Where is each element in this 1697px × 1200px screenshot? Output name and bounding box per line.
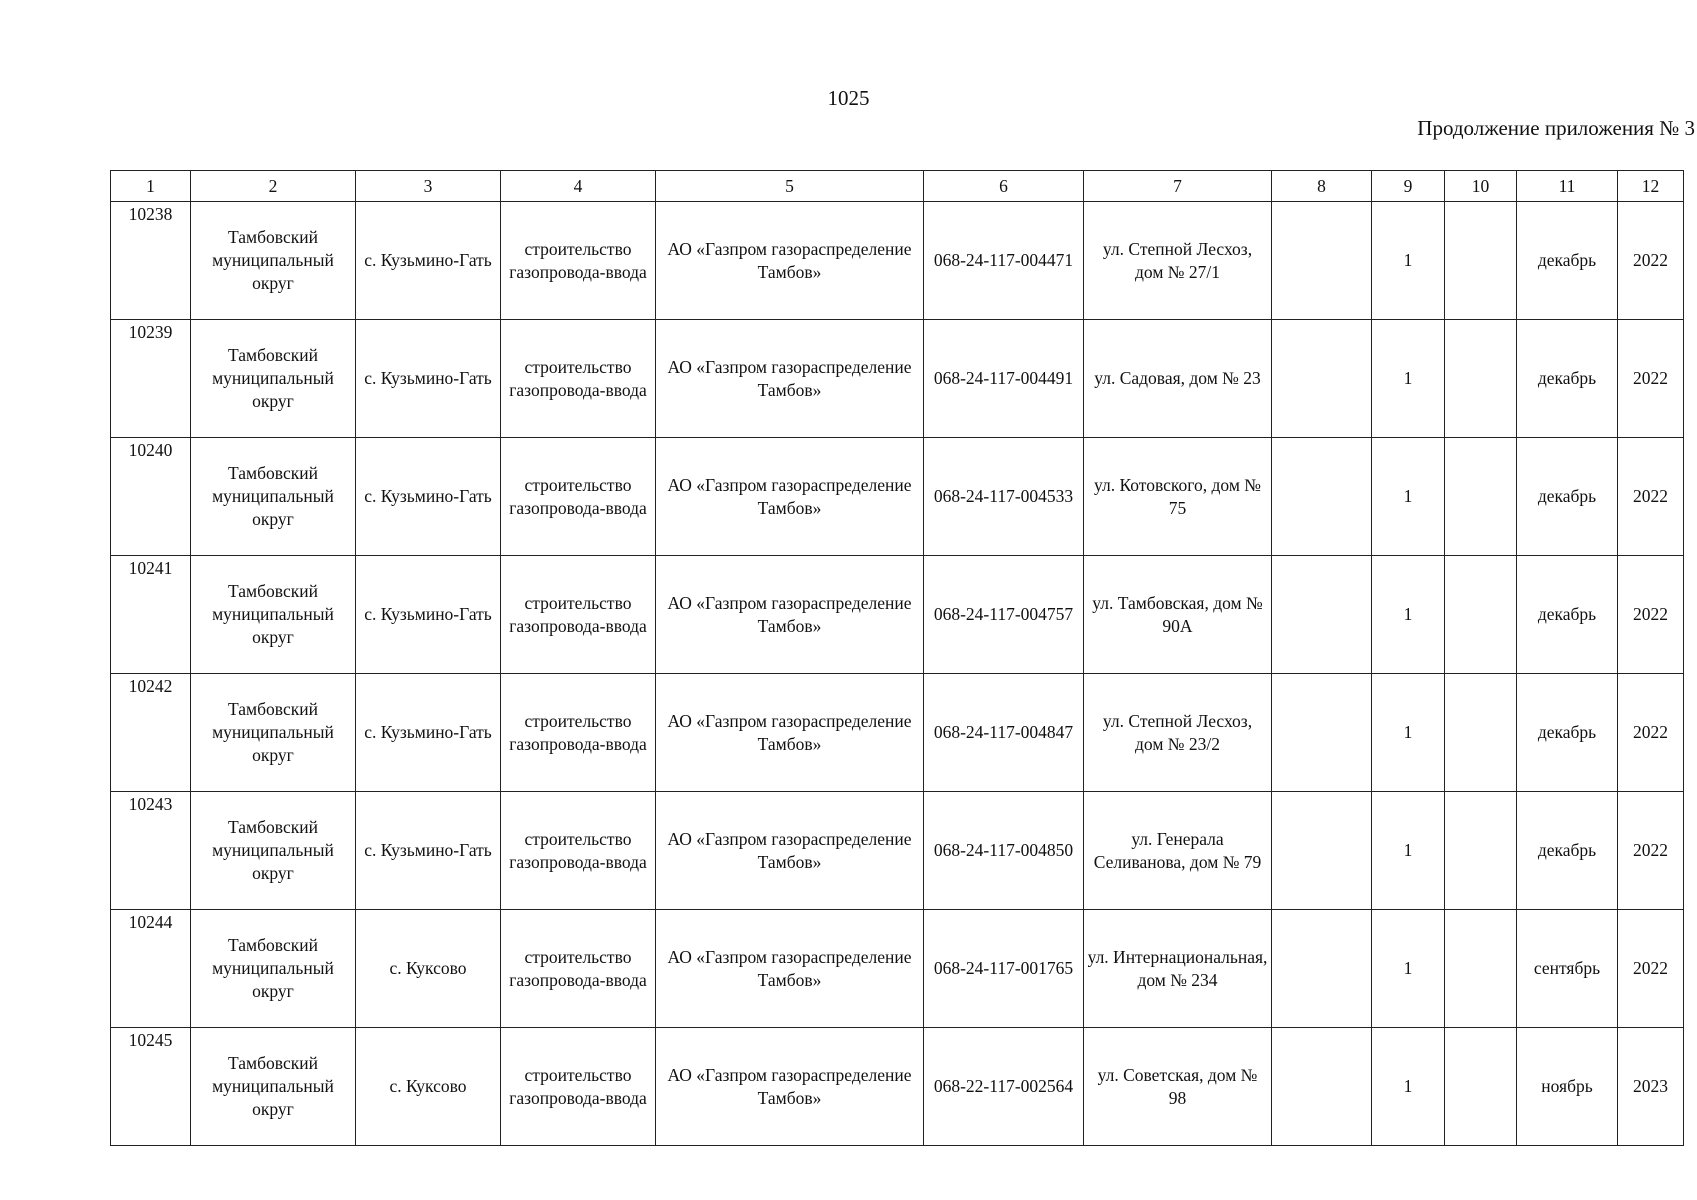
address-cell: ул. Тамбовская, дом № 90А — [1084, 556, 1272, 674]
registry-table — [110, 170, 1684, 1146]
table-row — [111, 438, 1684, 556]
code-cell: 068-24-117-004847 — [924, 674, 1084, 792]
month-cell: декабрь — [1517, 202, 1618, 320]
organization-cell: АО «Газпром газораспределение Тамбов» — [656, 674, 924, 792]
row-number-cell: 10241 — [111, 556, 191, 674]
row-number-cell: 10242 — [111, 674, 191, 792]
work-type-cell: строительство газопровода-ввода — [501, 910, 656, 1028]
page-number: 1025 — [827, 86, 870, 110]
column-10-cell — [1445, 1028, 1517, 1146]
month-cell: декабрь — [1517, 674, 1618, 792]
year-cell: 2022 — [1618, 202, 1684, 320]
address-cell: ул. Генерала Селиванова, дом № 79 — [1084, 792, 1272, 910]
column-10-cell — [1445, 556, 1517, 674]
row-number-cell: 10244 — [111, 910, 191, 1028]
table-row — [111, 674, 1684, 792]
year-cell: 2022 — [1618, 320, 1684, 438]
address-cell: ул. Степной Лесхоз, дом № 23/2 — [1084, 674, 1272, 792]
quantity-cell: 1 — [1372, 910, 1445, 1028]
year-cell: 2023 — [1618, 1028, 1684, 1146]
district-cell: Тамбовский муниципальный округ — [191, 792, 356, 910]
table-header — [111, 171, 1684, 202]
table-row — [111, 792, 1684, 910]
quantity-cell: 1 — [1372, 1028, 1445, 1146]
row-number-cell: 10243 — [111, 792, 191, 910]
column-8-cell — [1272, 674, 1372, 792]
district-cell: Тамбовский муниципальный округ — [191, 1028, 356, 1146]
organization-cell: АО «Газпром газораспределение Тамбов» — [656, 438, 924, 556]
column-10-cell — [1445, 674, 1517, 792]
quantity-cell: 1 — [1372, 202, 1445, 320]
code-cell: 068-22-117-002564 — [924, 1028, 1084, 1146]
organization-cell: АО «Газпром газораспределение Тамбов» — [656, 202, 924, 320]
month-cell: декабрь — [1517, 320, 1618, 438]
table-row — [111, 320, 1684, 438]
column-header: 8 — [1272, 171, 1372, 202]
code-cell: 068-24-117-004757 — [924, 556, 1084, 674]
settlement-cell: с. Кузьмино-Гать — [356, 792, 501, 910]
column-8-cell — [1272, 202, 1372, 320]
organization-cell: АО «Газпром газораспределение Тамбов» — [656, 1028, 924, 1146]
settlement-cell: с. Кузьмино-Гать — [356, 320, 501, 438]
year-cell: 2022 — [1618, 910, 1684, 1028]
column-header: 1 — [111, 171, 191, 202]
header-row — [111, 171, 1684, 202]
row-number-cell: 10238 — [111, 202, 191, 320]
settlement-cell: с. Куксово — [356, 910, 501, 1028]
settlement-cell: с. Кузьмино-Гать — [356, 674, 501, 792]
work-type-cell: строительство газопровода-ввода — [501, 202, 656, 320]
quantity-cell: 1 — [1372, 674, 1445, 792]
settlement-cell: с. Кузьмино-Гать — [356, 202, 501, 320]
row-number-cell: 10239 — [111, 320, 191, 438]
column-header: 11 — [1517, 171, 1618, 202]
column-8-cell — [1272, 910, 1372, 1028]
year-cell: 2022 — [1618, 674, 1684, 792]
code-cell: 068-24-117-004850 — [924, 792, 1084, 910]
column-header: 12 — [1618, 171, 1684, 202]
table-row — [111, 1028, 1684, 1146]
year-cell: 2022 — [1618, 556, 1684, 674]
row-number-cell: 10240 — [111, 438, 191, 556]
table-row — [111, 910, 1684, 1028]
district-cell: Тамбовский муниципальный округ — [191, 438, 356, 556]
column-10-cell — [1445, 910, 1517, 1028]
address-cell: ул. Степной Лесхоз, дом № 27/1 — [1084, 202, 1272, 320]
work-type-cell: строительство газопровода-ввода — [501, 792, 656, 910]
district-cell: Тамбовский муниципальный округ — [191, 674, 356, 792]
organization-cell: АО «Газпром газораспределение Тамбов» — [656, 320, 924, 438]
settlement-cell: с. Кузьмино-Гать — [356, 438, 501, 556]
column-header: 2 — [191, 171, 356, 202]
column-header: 6 — [924, 171, 1084, 202]
district-cell: Тамбовский муниципальный округ — [191, 202, 356, 320]
quantity-cell: 1 — [1372, 438, 1445, 556]
code-cell: 068-24-117-004491 — [924, 320, 1084, 438]
table-body — [111, 202, 1684, 1146]
table-row — [111, 556, 1684, 674]
column-header: 5 — [656, 171, 924, 202]
column-8-cell — [1272, 792, 1372, 910]
column-10-cell — [1445, 792, 1517, 910]
table-row — [111, 202, 1684, 320]
month-cell: декабрь — [1517, 792, 1618, 910]
settlement-cell: с. Кузьмино-Гать — [356, 556, 501, 674]
work-type-cell: строительство газопровода-ввода — [501, 674, 656, 792]
address-cell: ул. Советская, дом № 98 — [1084, 1028, 1272, 1146]
year-cell: 2022 — [1618, 792, 1684, 910]
column-header: 7 — [1084, 171, 1272, 202]
address-cell: ул. Интернациональная, дом № 234 — [1084, 910, 1272, 1028]
quantity-cell: 1 — [1372, 792, 1445, 910]
row-number-cell: 10245 — [111, 1028, 191, 1146]
column-10-cell — [1445, 202, 1517, 320]
month-cell: декабрь — [1517, 438, 1618, 556]
column-10-cell — [1445, 320, 1517, 438]
appendix-continuation-note: Продолжение приложения № 3 — [1417, 116, 1695, 140]
work-type-cell: строительство газопровода-ввода — [501, 320, 656, 438]
column-header: 9 — [1372, 171, 1445, 202]
organization-cell: АО «Газпром газораспределение Тамбов» — [656, 556, 924, 674]
column-8-cell — [1272, 320, 1372, 438]
district-cell: Тамбовский муниципальный округ — [191, 556, 356, 674]
code-cell: 068-24-117-004471 — [924, 202, 1084, 320]
column-8-cell — [1272, 556, 1372, 674]
column-header: 4 — [501, 171, 656, 202]
work-type-cell: строительство газопровода-ввода — [501, 1028, 656, 1146]
column-10-cell — [1445, 438, 1517, 556]
column-8-cell — [1272, 438, 1372, 556]
quantity-cell: 1 — [1372, 556, 1445, 674]
work-type-cell: строительство газопровода-ввода — [501, 556, 656, 674]
address-cell: ул. Котовского, дом № 75 — [1084, 438, 1272, 556]
column-header: 3 — [356, 171, 501, 202]
month-cell: ноябрь — [1517, 1028, 1618, 1146]
address-cell: ул. Садовая, дом № 23 — [1084, 320, 1272, 438]
code-cell: 068-24-117-001765 — [924, 910, 1084, 1028]
month-cell: декабрь — [1517, 556, 1618, 674]
work-type-cell: строительство газопровода-ввода — [501, 438, 656, 556]
column-8-cell — [1272, 1028, 1372, 1146]
settlement-cell: с. Куксово — [356, 1028, 501, 1146]
column-header: 10 — [1445, 171, 1517, 202]
organization-cell: АО «Газпром газораспределение Тамбов» — [656, 910, 924, 1028]
district-cell: Тамбовский муниципальный округ — [191, 320, 356, 438]
organization-cell: АО «Газпром газораспределение Тамбов» — [656, 792, 924, 910]
month-cell: сентябрь — [1517, 910, 1618, 1028]
district-cell: Тамбовский муниципальный округ — [191, 910, 356, 1028]
code-cell: 068-24-117-004533 — [924, 438, 1084, 556]
quantity-cell: 1 — [1372, 320, 1445, 438]
year-cell: 2022 — [1618, 438, 1684, 556]
